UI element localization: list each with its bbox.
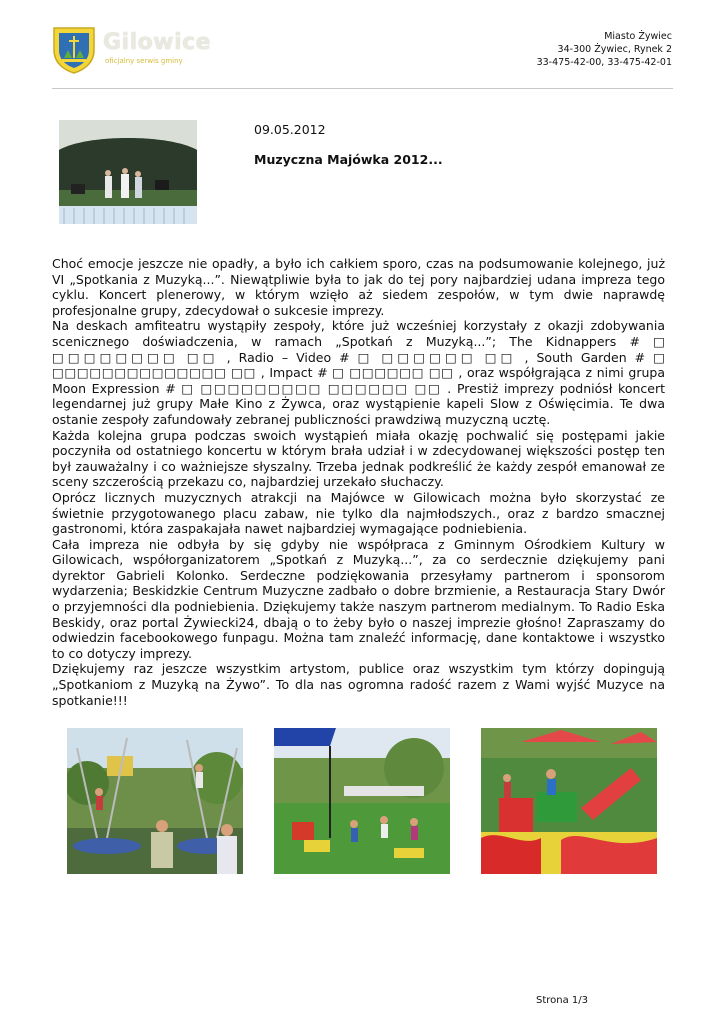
paragraph: Oprócz licznych muzycznych atrakcji na Majówce w Gilowicach można było skorzystać ze świetnie przygotowanego placu zabaw, nie tylko dla najmłodszych., oraz z bardzo smacznej gastronomi, która zaspakajała nawet najbardziej wymagające podniebienia.: [52, 489, 665, 537]
page-number: Strona 1/3: [535, 995, 588, 1006]
address-line: 33-475-42-00, 33-475-42-01: [536, 57, 672, 68]
address-block: [537, 30, 672, 69]
paragraph: Na deskach amfiteatru wystąpiły zespoły, które już wcześniej korzystały z okazji zdobywania scenicznego doświadczenia, w ramach „Spotkań z Muzyką...”; The Kidnappers # □ □□□□□□□□ □□ , Radio – Video # □ □□□□□□ □□ , South Garden # □ □□□□□□□□□□□□□□ □□ , Impact # □ □□□□□□ □□ , oraz współgrająca z nimi grupa Moon Expression # □ □□□□□□□□□ □□□□□□ □□ . Prestiż imprezy podniósł koncert legendarnej już grupy Małe Kino z Żywca, oraz wystąpienie kapeli Slow z Oświęcimia. Te dwa ostanie zespoły zafundowały zebranej publiczności prawdziwą muzyczną ucztę.: [52, 318, 665, 427]
coat-of-arms-icon: [50, 24, 98, 74]
stage-concert-photo: [59, 120, 197, 224]
address-line: 34-300 Żywiec, Rynek 2: [557, 44, 672, 55]
bungee-trampoline-photo: [67, 728, 243, 874]
article-title: Muzyczna Majówka 2012...: [254, 152, 443, 167]
paragraph: Cała impreza nie odbyła by się gdyby nie współpraca z Gminnym Ośrodkiem Kultury w Gilowicach, współorganizatorem „Spotkań z Muzyką...”, za co serdecznie dziękujemy pani dyrektor Gabrieli Kolonko. Serdeczne podziękowania przesyłamy partnerom i sponsorom wydarzenia; Beskidzkie Centrum Muzyczne zadbało o dobre brzmienie, a Restauracja Stary Dwór o przyjemności dla podniebienia. Dziękujemy także naszym partnerom medialnym. To Radio Eska Beskidy, oraz portal Żywiecki24, dbają o to żeby było o naszej imprezie głośno! Zapraszamy do odwiedzin facebookowego funpagu. Można tam znaleźć informację, dane kontaktowe i wszystko to co dotyczy imprezy.: [52, 536, 665, 661]
article-body: [52, 256, 665, 708]
playground-tent-photo: [274, 728, 450, 874]
article-date: 09.05.2012: [254, 122, 326, 137]
paragraph: Dziękujemy raz jeszcze wszystkim artystom, publice oraz wszystkim tym którzy dopingują „Spotkaniom z Muzyką na Żywo”. To dla nas ogromna radość razem z Wami wyjść Muzyce na spotkanie!!!: [52, 661, 665, 708]
header-divider: [52, 88, 673, 89]
paragraph: Każda kolejna grupa podczas swoich wystąpień miała okazję pochwalić się postępami jakie poczyniła od ostatniego koncertu w którym brała udział i w zdecydowanej większości postęp ten był zauważalny i co ważniejsze słyszalny. Trzeba jednak podkreślić że każdy zespół emanował ze sceny szczerością przekazu co, najbardziej urzekało słuchaczy.: [52, 427, 665, 490]
paragraph: Choć emocje jeszcze nie opadły, a było ich całkiem sporo, czas na podsumowanie kolejnego, już VI „Spotkania z Muzyką...”. Niewątpliwie była to jak do tej pory najbardziej udana impreza tego cyklu. Koncert plenerowy, w którym wzięło aż siedem zespołów, w tym dwie naprawdę profesjonalne grupy, zdecydował o sukcesie imprezy.: [52, 256, 665, 318]
logo-tagline: oficjalny serwis gminy: [105, 57, 183, 65]
soft-play-blocks-photo: [481, 728, 657, 874]
logo-wordmark: Gilowice: [103, 30, 212, 55]
address-line: Miasto Żywiec: [604, 31, 672, 42]
